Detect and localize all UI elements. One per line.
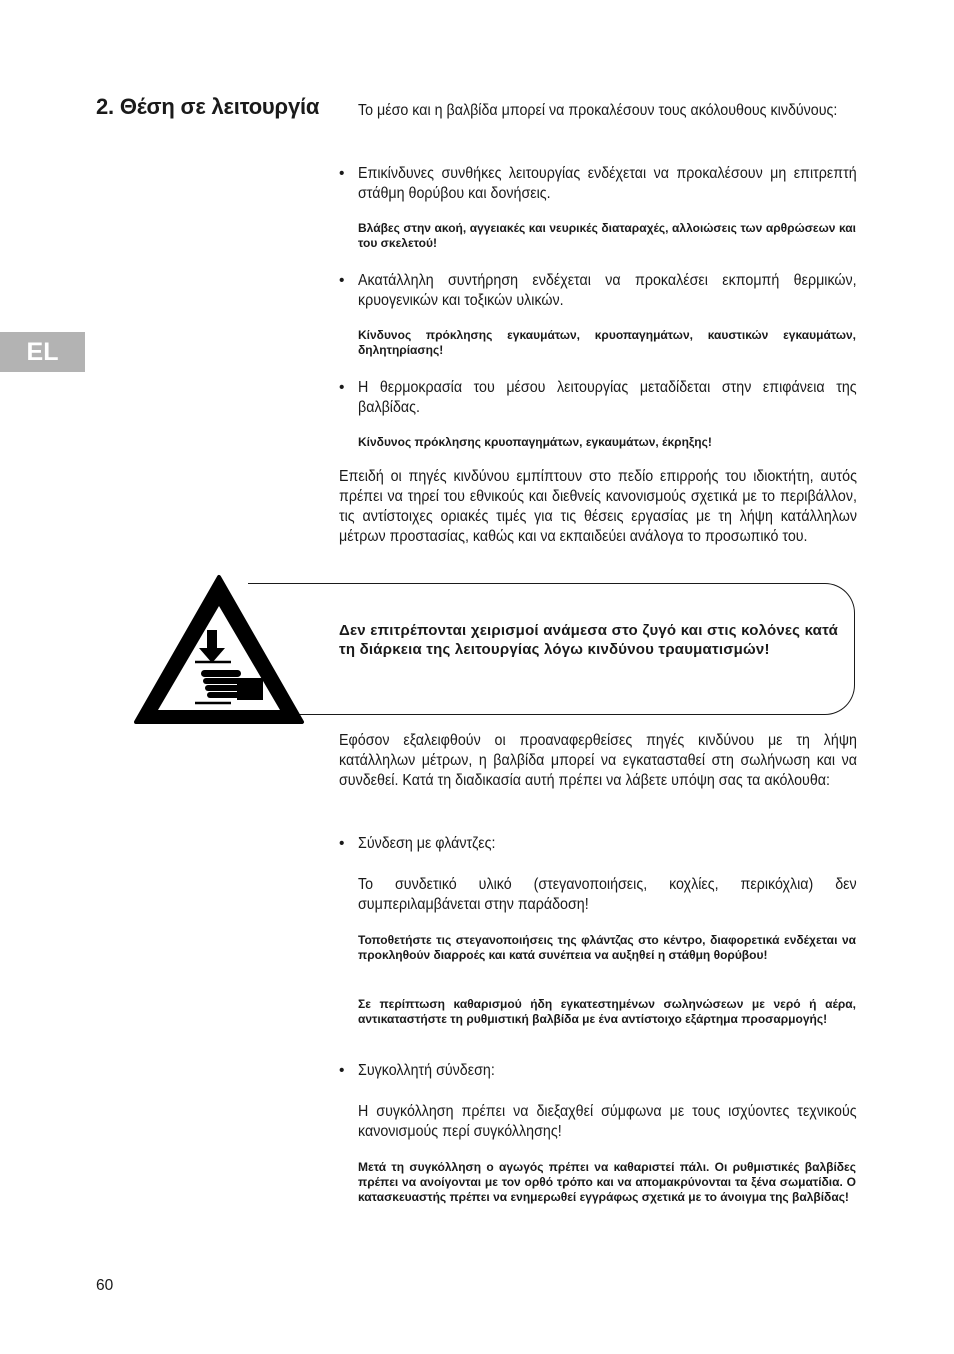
flange-note-1: Τοποθετήστε τις στεγανοποιήσεις της φλάντζας στο κέντρο, διαφορετικά ενδέχεται να προκληθούν διαρροές και κατά συνέπεια να αυξηθεί η στάθμη θορύβου!	[358, 933, 856, 962]
bullet-marker: •	[339, 835, 345, 852]
weld-connection-text: Η συγκόλληση πρέπει να διεξαχθεί σύμφωνα με τους ισχύοντες τεχνικούς κανονισμούς περί συγκόλλησης!	[358, 1103, 857, 1140]
flange-connection-label: Σύνδεση με φλάντζες:	[358, 835, 496, 852]
bullet-marker: •	[339, 165, 345, 182]
bullet-marker: •	[339, 1062, 345, 1079]
flange-note-2: Σε περίπτωση καθαρισμού ήδη εγκατεστημένων σωληνώσεων με νερό ή αέρα, αντικαταστήστε τη ρυθμιστική βαλβίδα με ένα αντίστοιχο εξάρτημα προσαρμογής!	[358, 997, 856, 1026]
hazard-note-2: Κίνδυνος πρόκλησης εγκαυμάτων, κρυοπαγημάτων, καυστικών εγκαυμάτων, δηλητηρίασης!	[358, 328, 856, 357]
weld-connection-label: Συγκολλητή σύνδεση:	[358, 1062, 495, 1079]
bullet-marker: •	[339, 272, 345, 289]
flange-connection-text: Το συνδετικό υλικό (στεγανοποιήσεις, κοχλίες, περικόχλια) δεν συμπεριλαμβάνεται στην παράδοση!	[358, 876, 857, 913]
installation-paragraph: Εφόσον εξαλειφθούν οι προαναφερθείσες πηγές κινδύνου με τη λήψη κατάλληλων μέτρων, η βαλβίδα μπορεί να εγκατασταθεί στη σωλήνωση και να συνδεθεί. Κατά τη διαδικασία αυτή πρέπει να λάβετε υπόψη σας τα ακόλουθα:	[339, 732, 857, 789]
weld-note: Μετά τη συγκόλληση ο αγωγός πρέπει να καθαριστεί πάλι. Οι ρυθμιστικές βαλβίδες πρέπει να ανοίγονται με τον ορθό τρόπο και να απομακρύνονται τα ξένα σωματίδια. Ο κατασκευαστής πρέπει να ενημερωθεί εγγράφως σχετικά με το άνοιγμα της βαλβίδας!	[358, 1160, 856, 1204]
language-tab: EL	[0, 332, 85, 372]
warning-text: Δεν επιτρέπονται χειρισμοί ανάμεσα στο ζυγό και στις κολόνες κατά τη διάρκεια της λειτουργίας λόγω κινδύνου τραυματισμών!	[339, 622, 838, 658]
intro-paragraph: Το μέσο και η βαλβίδα μπορεί να προκαλέσουν τους ακόλουθους κινδύνους:	[358, 102, 838, 119]
owner-paragraph: Επειδή οι πηγές κινδύνου εμπίπτουν στο πεδίο επιρροής του ιδιοκτήτη, αυτός πρέπει να τηρεί του εθνικούς και διεθνείς κανονισμούς σχετικά με το περιβάλλον, τις αντίστοιχες οριακές τιμές για τις θέσεις εργασίας με τη λήψη κατάλληλων μέτρων προστασίας, καθώς και να εκπαιδεύει ανάλογα το προσωπικό του.	[339, 468, 857, 545]
hazard-text-2: Ακατάλληλη συντήρηση ενδέχεται να προκαλέσει εκπομπή θερμικών, κρυογενικών και τοξικών υλικών.	[358, 272, 857, 309]
hand-crush-warning-icon	[133, 574, 305, 726]
hazard-text-1: Επικίνδυνες συνθήκες λειτουργίας ενδέχεται να προκαλέσουν μη επιτρεπτή στάθμη θορύβου και δονήσεις.	[358, 165, 857, 202]
hazard-note-1: Βλάβες στην ακοή, αγγειακές και νευρικές διαταραχές, αλλοιώσεις των αρθρώσεων και του σκελετού!	[358, 221, 856, 250]
page-number: 60	[96, 1277, 114, 1294]
bullet-marker: •	[339, 379, 345, 396]
section-heading: 2. Θέση σε λειτουργία	[96, 94, 320, 119]
hazard-text-3: Η θερμοκρασία του μέσου λειτουργίας μεταδίδεται στην επιφάνεια της βαλβίδας.	[358, 379, 857, 416]
hazard-note-3: Κίνδυνος πρόκλησης κρυοπαγημάτων, εγκαυμάτων, έκρηξης!	[358, 435, 712, 449]
